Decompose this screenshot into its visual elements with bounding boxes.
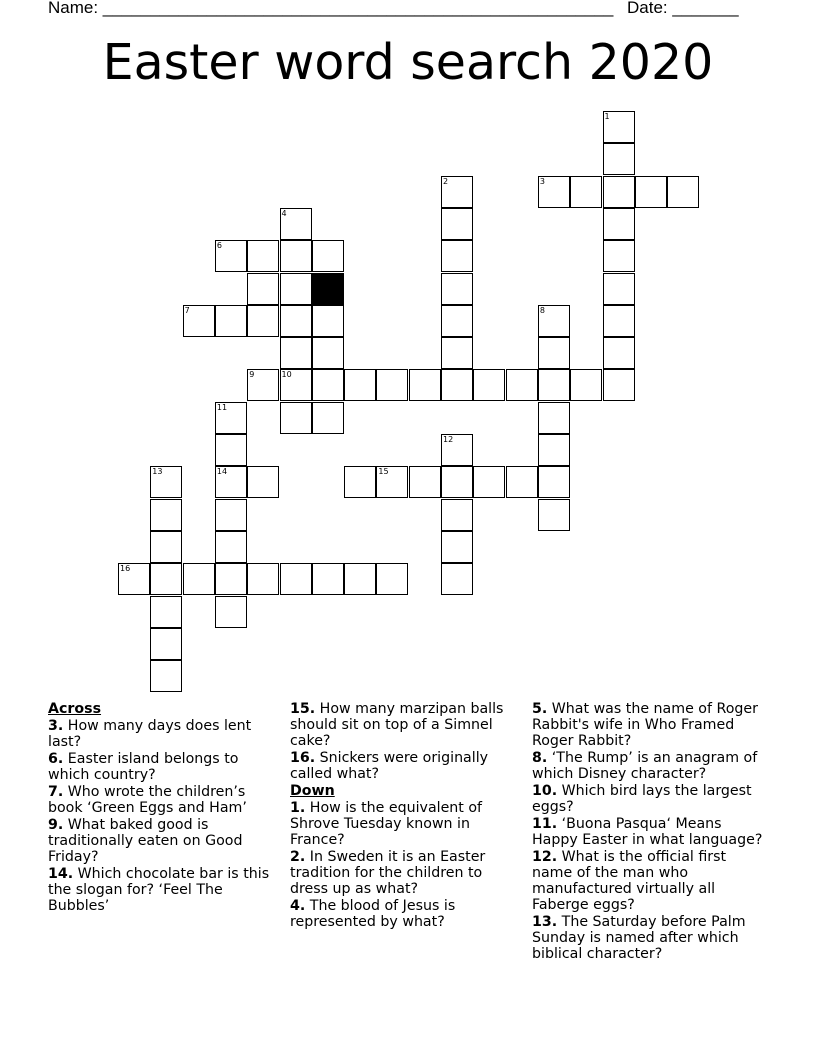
grid-cell[interactable]	[312, 369, 344, 401]
grid-cell[interactable]	[280, 208, 312, 240]
clue-number: 15.	[290, 701, 316, 717]
clue-number: 1.	[290, 800, 306, 816]
cell-number: 15	[378, 467, 389, 477]
grid-cell[interactable]	[150, 563, 182, 595]
grid-cell[interactable]	[441, 499, 473, 531]
clues-column-1	[48, 701, 280, 915]
clue-across-16	[290, 750, 522, 782]
grid-cell[interactable]	[344, 563, 376, 595]
grid-cell[interactable]	[441, 273, 473, 305]
cell-number: 13	[152, 467, 163, 477]
clue-down-10	[532, 783, 764, 815]
grid-cell[interactable]	[215, 305, 247, 337]
clue-number: 6.	[48, 751, 64, 767]
grid-cell[interactable]	[441, 305, 473, 337]
cell-number: 11	[216, 402, 228, 412]
grid-cell[interactable]	[441, 240, 473, 272]
grid-cell[interactable]	[441, 337, 473, 369]
grid-cell[interactable]	[215, 240, 247, 272]
clue-down-2	[290, 849, 522, 897]
grid-cell[interactable]	[215, 596, 247, 628]
grid-cell[interactable]	[280, 273, 312, 305]
grid-cell[interactable]	[473, 369, 505, 401]
grid-cell[interactable]	[247, 240, 279, 272]
grid-cell[interactable]	[312, 563, 344, 595]
grid-cell[interactable]	[441, 369, 473, 401]
grid-cell[interactable]	[247, 563, 279, 595]
across-heading: Across	[48, 701, 102, 717]
grid-cell[interactable]	[603, 273, 635, 305]
clue-text: What is the official first name of the man who manufactured virtually all Faberge eggs?	[532, 849, 727, 913]
grid-cell[interactable]	[150, 596, 182, 628]
grid-cell[interactable]	[280, 337, 312, 369]
grid-cell[interactable]	[603, 337, 635, 369]
clue-text: Snickers were originally called what?	[290, 750, 489, 782]
grid-block	[312, 273, 344, 305]
clue-across-6	[48, 751, 280, 783]
cell-number: 2	[443, 176, 449, 186]
grid-cell[interactable]	[150, 531, 182, 563]
clue-number: 2.	[290, 849, 306, 865]
grid-cell[interactable]	[280, 369, 312, 401]
grid-cell[interactable]	[538, 499, 570, 531]
clue-text: ‘The Rump’ is an anagram of which Disney character?	[532, 750, 758, 782]
grid-cell[interactable]	[312, 240, 344, 272]
grid-cell[interactable]	[603, 176, 635, 208]
grid-cell[interactable]	[150, 660, 182, 692]
clue-text: Which chocolate bar is this the slogan for? ‘Feel The Bubbles’	[48, 866, 270, 914]
grid-cell[interactable]	[344, 369, 376, 401]
grid-cell[interactable]	[603, 305, 635, 337]
grid-cell[interactable]	[506, 369, 538, 401]
cell-number: 7	[184, 305, 190, 315]
clue-number: 14.	[48, 866, 74, 882]
grid-cell[interactable]	[441, 208, 473, 240]
grid-cell[interactable]	[312, 337, 344, 369]
grid-cell[interactable]	[312, 402, 344, 434]
cell-number: 1	[604, 112, 610, 121]
clue-down-12	[532, 849, 764, 913]
grid-cell[interactable]	[538, 402, 570, 434]
clue-number: 10.	[532, 783, 558, 799]
clue-down-13	[532, 914, 764, 962]
name-field-label: Name: ______________________________________________________	[48, 0, 614, 17]
grid-cell[interactable]	[538, 434, 570, 466]
clue-number: 16.	[290, 750, 316, 766]
grid-cell[interactable]	[603, 111, 635, 143]
clue-number: 5.	[532, 701, 548, 717]
grid-cell[interactable]	[280, 563, 312, 595]
grid-cell[interactable]	[570, 176, 602, 208]
grid-cell[interactable]	[667, 176, 699, 208]
grid-cell[interactable]	[280, 305, 312, 337]
grid-cell[interactable]	[441, 563, 473, 595]
grid-cell[interactable]	[312, 305, 344, 337]
grid-cell[interactable]	[215, 434, 247, 466]
grid-cell[interactable]	[538, 466, 570, 498]
grid-cell[interactable]	[538, 337, 570, 369]
grid-cell[interactable]	[247, 369, 279, 401]
grid-cell[interactable]	[150, 466, 182, 498]
clue-text: How is the equivalent of Shrove Tuesday known in France?	[290, 800, 483, 848]
cell-number: 8	[539, 305, 545, 315]
grid-cell[interactable]	[441, 466, 473, 498]
grid-cell[interactable]	[247, 305, 279, 337]
clue-text: How many days does lent last?	[48, 718, 252, 750]
clue-number: 13.	[532, 914, 558, 930]
grid-cell[interactable]	[215, 563, 247, 595]
clue-text: Who wrote the children’s book ‘Green Eggs and Ham’	[48, 784, 247, 816]
grid-cell[interactable]	[441, 434, 473, 466]
grid-cell[interactable]	[150, 628, 182, 660]
clue-text: The Saturday before Palm Sunday is named after which biblical character?	[532, 914, 746, 962]
clue-across-9	[48, 817, 280, 865]
grid-cell[interactable]	[409, 369, 441, 401]
grid-cell[interactable]	[538, 176, 570, 208]
date-field-label: Date: _______	[627, 0, 739, 17]
clue-across-3	[48, 718, 280, 750]
clue-down-4	[290, 898, 522, 930]
clue-text: ‘Buona Pasqua‘ Means Happy Easter in what language?	[532, 816, 763, 848]
grid-cell[interactable]	[376, 369, 408, 401]
clue-number: 8.	[532, 750, 548, 766]
clue-across-15	[290, 701, 522, 749]
grid-cell[interactable]	[280, 402, 312, 434]
page-title: Easter word search 2020	[102, 34, 714, 91]
grid-cell[interactable]	[570, 369, 602, 401]
clue-down-1	[290, 800, 522, 848]
cell-number: 6	[216, 241, 222, 251]
grid-cell[interactable]	[183, 305, 215, 337]
cell-number: 9	[249, 370, 255, 380]
clue-text: The blood of Jesus is represented by what?	[290, 898, 456, 930]
cell-number: 3	[539, 176, 545, 186]
clues-column-3	[532, 701, 764, 963]
grid-cell[interactable]	[215, 466, 247, 498]
clue-number: 3.	[48, 718, 64, 734]
grid-cell[interactable]	[247, 466, 279, 498]
grid-cell[interactable]	[603, 240, 635, 272]
grid-cell[interactable]	[376, 563, 408, 595]
clue-text: Easter island belongs to which country?	[48, 751, 239, 783]
clue-text: How many marzipan balls should sit on top of a Simnel cake?	[290, 701, 504, 749]
grid-cell[interactable]	[441, 176, 473, 208]
cell-number: 14	[216, 467, 228, 477]
clue-text: What was the name of Roger Rabbit's wife in Who Framed Roger Rabbit?	[532, 701, 758, 749]
grid-cell[interactable]	[215, 531, 247, 563]
clue-text: Which bird lays the largest eggs?	[532, 783, 752, 815]
clues-column-2	[290, 701, 522, 931]
grid-cell[interactable]	[603, 369, 635, 401]
cell-number: 16	[120, 564, 131, 574]
grid-cell[interactable]	[376, 466, 408, 498]
clue-across-14	[48, 866, 280, 914]
grid-cell[interactable]	[409, 466, 441, 498]
clue-number: 9.	[48, 817, 64, 833]
grid-cell[interactable]	[635, 176, 667, 208]
grid-cell[interactable]	[183, 563, 215, 595]
clue-down-5	[532, 701, 764, 749]
grid-cell[interactable]	[538, 305, 570, 337]
grid-cell[interactable]	[344, 466, 376, 498]
grid-cell[interactable]	[215, 402, 247, 434]
clue-across-7	[48, 784, 280, 816]
grid-cell[interactable]	[247, 273, 279, 305]
cell-number: 4	[281, 208, 287, 218]
clue-number: 12.	[532, 849, 558, 865]
grid-cell[interactable]	[441, 531, 473, 563]
clue-text: What baked good is traditionally eaten on Good Friday?	[48, 817, 243, 865]
grid-cell[interactable]	[215, 499, 247, 531]
down-heading: Down	[290, 783, 335, 799]
clue-down-11	[532, 816, 764, 848]
clue-number: 11.	[532, 816, 558, 832]
grid-cell[interactable]	[473, 466, 505, 498]
grid-cell[interactable]	[538, 369, 570, 401]
cell-number: 10	[281, 370, 292, 380]
clue-number: 7.	[48, 784, 64, 800]
grid-cell[interactable]	[118, 563, 150, 595]
grid-cell[interactable]	[603, 208, 635, 240]
clue-number: 4.	[290, 898, 306, 914]
grid-cell[interactable]	[603, 143, 635, 175]
grid-cell[interactable]	[150, 499, 182, 531]
cell-number: 12	[443, 435, 454, 444]
clue-down-8	[532, 750, 764, 782]
clue-text: In Sweden it is an Easter tradition for the children to dress up as what?	[290, 849, 486, 897]
grid-cell[interactable]	[506, 466, 538, 498]
grid-cell[interactable]	[280, 240, 312, 272]
